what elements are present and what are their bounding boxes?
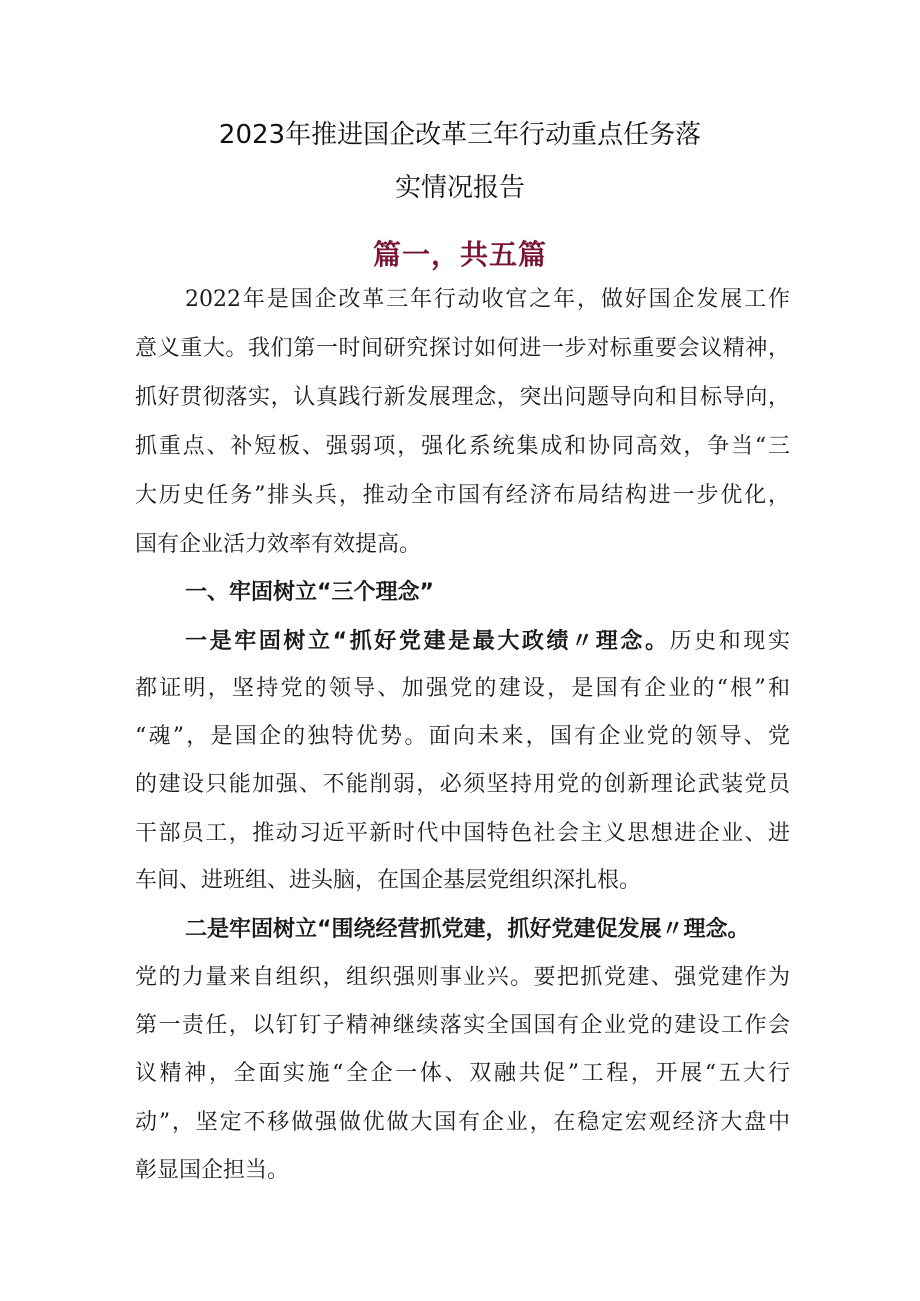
paragraph-2-first-rest: 历史和现实	[669, 629, 790, 654]
document-title-line-1: 2023年推进国企改革三年行动重点任务落	[218, 120, 702, 150]
paragraph-2-line: 的建设只能加强、不能削弱，必须坚持用党的创新理论武装党员	[135, 772, 790, 797]
paragraph-2-line: 都证明，坚持党的领导、加强党的建设，是国有企业的“根”和	[135, 676, 790, 701]
paragraph-2-first-line	[185, 627, 790, 657]
paragraph-2-lead: 一是牢固树立“抓好党建是最大政绩〃理念。	[185, 629, 670, 654]
paragraph-3-line: 党的力量来自组织，组织强则事业兴。要把抓党建、强党建作为	[135, 965, 790, 990]
paragraph-3-line: 议精神，全面实施“全企一体、双融共促”工程，开展“五大行	[135, 1061, 790, 1086]
paragraph-3-line: 动”，坚定不移做强做优做大国有企业，在稳定宏观经济大盘中	[135, 1110, 790, 1135]
paragraph-1-line: 国有企业活力效率有效提高。	[135, 532, 422, 557]
paragraph-2-line: 车间、进班组、进头脑，在国企基层党组织深扎根。	[135, 868, 642, 893]
paragraph-3-line: 彰显国企担当。	[135, 1158, 290, 1183]
paragraph-1-line: 2022年是国企改革三年行动收官之年，做好国企发展工作	[185, 287, 790, 312]
paragraph-2-line: 干部员工，推动习近平新时代中国特色社会主义思想进企业、进	[135, 821, 790, 846]
paragraph-1-line: 大历史任务”排头兵，推动全市国有经济布局结构进一步优化，	[135, 483, 790, 508]
section-heading-1: 一、牢固树立“三个理念”	[185, 580, 434, 605]
paragraph-1-line: 抓重点、补短板、强弱项，强化系统集成和协同高效，争当“三	[135, 434, 790, 459]
paragraph-2-line: “魂”，是国企的独特优势。面向未来，国有企业党的领导、党	[135, 724, 790, 749]
paragraph-3-lead: 二是牢固树立“围绕经营抓党建，抓好党建促发展〃理念。	[185, 917, 750, 942]
paragraph-3-line: 第一责任，以钉钉子精神继续落实全国国有企业党的建设工作会	[135, 1013, 790, 1038]
paragraph-1-line: 意义重大。我们第一时间研究探讨如何进一步对标重要会议精神，	[135, 336, 790, 361]
paragraph-1-line: 抓好贯彻落实，认真践行新发展理念，突出问题导向和目标导向，	[135, 385, 790, 410]
document-subtitle: 篇一，共五篇	[372, 238, 547, 271]
document-title-line-2: 实情况报告	[394, 173, 525, 203]
